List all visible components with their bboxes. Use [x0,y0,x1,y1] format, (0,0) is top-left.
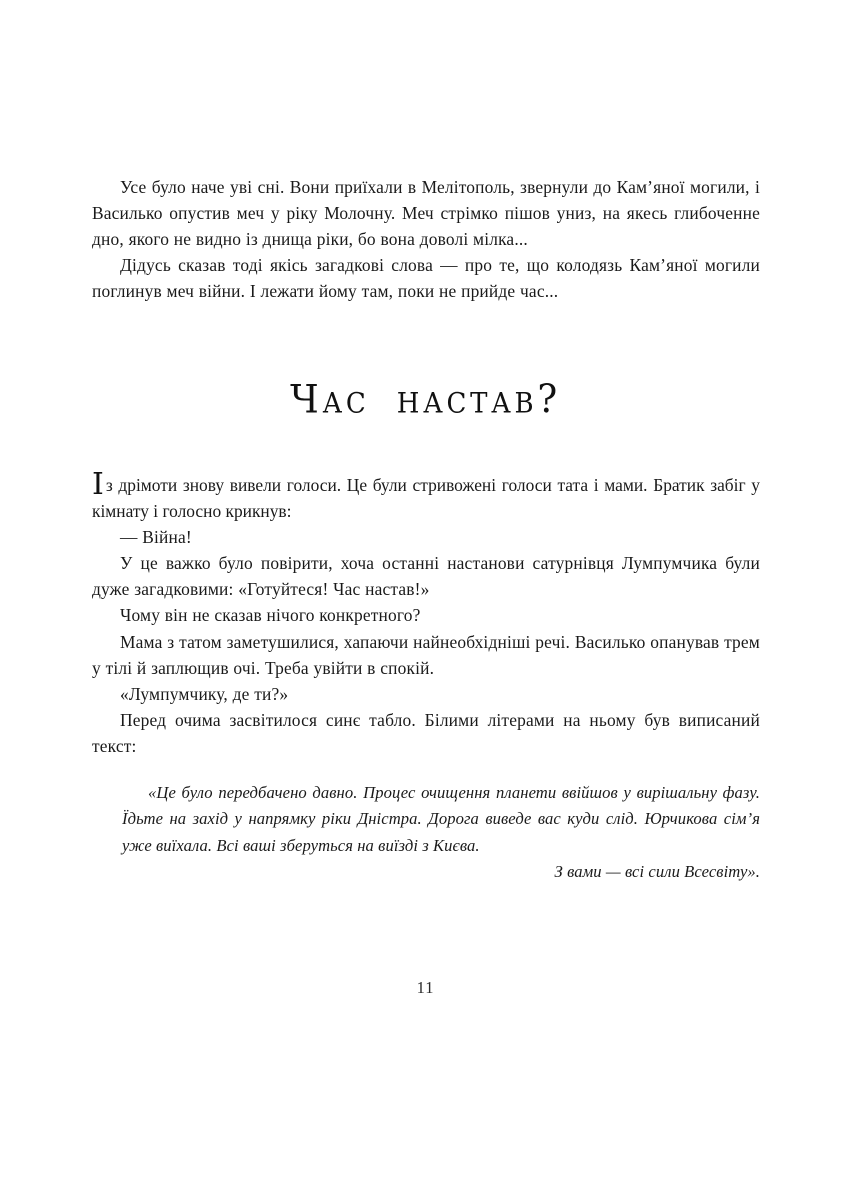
quote-body: «Це було передбачено давно. Процес очищення планети ввiйшов у вирiшальну фазу. Їдьте на захiд у напрямку рiки Днiстра. Дорога виведе вас куди слiд. Юрчикова сiм’я уже виїхала. Всi вашi зберуться на виїздi з Києва. [122,783,760,855]
dropcap-paragraph [92,467,760,524]
opening-text-block [92,174,760,304]
paragraph: Мама з татом заметушилися, хапаючи найнеобхiднiшi речi. Василько опанував трем у тiлi й заплющив очi. Треба увiйти в спокiй. [92,631,760,678]
main-text-block [92,467,760,759]
drop-cap-initial: І [92,467,104,502]
chapter-title: Час настав? [290,376,561,423]
paragraph: — Вiйна! [120,527,192,548]
quote-signature: З вами — всi сили Всесвiту». [554,861,760,881]
quoted-message-block [122,780,760,885]
page-number: 11 [416,978,435,997]
paragraph: Усе було наче увi снi. Вони приїхали в Мелiтополь, звернули до Кам’яної могили, i Василько опустив меч у рiку Молочну. Меч стрiмко пiшов униз, на якесь глибоченне дно, якого не видно iз днища рiки, бо вона доволi мiлка... [92,177,760,250]
paragraph: Чому вiн не сказав нiчого конкретного? [120,605,421,626]
paragraph: У це важко було повiрити, хоча останнi настанови сатурнiвця Лумпумчика були дуже загадковими: «Готуйтеся! Час настав!» [92,553,760,600]
paragraph: Перед очима засвiтилося синє табло. Бiлими лiтерами на ньому був виписаний текст: [92,709,760,756]
chapter-heading [0,376,851,423]
dropcap-paragraph-text: з дрiмоти знову вивели голоси. Це були стривоженi голоси тата i мами. Братик забiг у кiмнату i голосно крикнув: [92,475,760,522]
paragraph: «Лумпумчику, де ти?» [120,683,289,704]
paragraph: Дiдусь сказав тодi якiсь загадковi слова — про те, що колодязь Кам’яної могили поглинув меч вiйни. I лежати йому там, поки не прийде час... [92,255,760,302]
